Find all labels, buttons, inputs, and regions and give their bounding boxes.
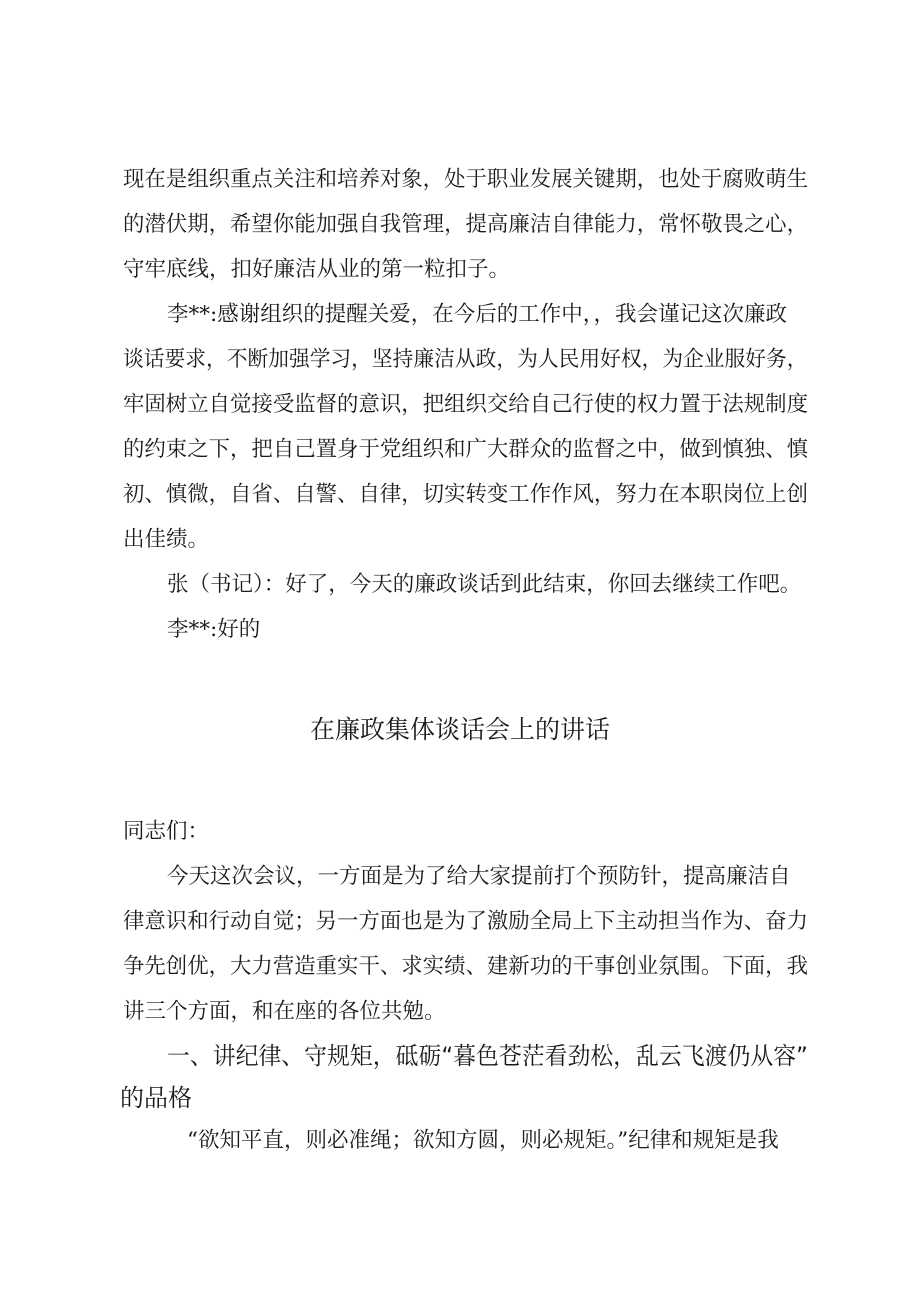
paragraph-line: 守牢底线，扣好廉洁从业的第一粒扣子。 xyxy=(123,257,511,282)
paragraph-line: 讲三个方面，和在座的各位共勉。 xyxy=(123,999,446,1024)
paragraph-line: 李**:好的 xyxy=(167,617,261,642)
paragraph-line: 张（书记）：好了，今天的廉政谈话到此结束，你回去继续工作吧。 xyxy=(167,572,802,597)
section-heading: 的品格 xyxy=(120,1084,192,1112)
paragraph-line: 初、慎微，自省、自警、自律，切实转变工作作风，努力在本职岗位上创 xyxy=(123,482,808,507)
paragraph-line: 今天这次会议，一方面是为了给大家提前打个预防针，提高廉洁自 xyxy=(167,864,791,889)
paragraph-line: 的约束之下，把自己置身于党组织和广大群众的监督之中，做到慎独、慎 xyxy=(123,437,808,462)
section-heading: 一、讲纪律、守规矩，砥砺“暮色苍茫看劲松，乱云飞渡仍从容” xyxy=(167,1042,808,1070)
salutation: 同志们： xyxy=(123,819,210,844)
paragraph-line: 牢固树立自觉接受监督的意识，把组织交给自己行使的权力置于法规制度 xyxy=(123,392,808,417)
paragraph-line: 争先创优，大力营造重实干、求实绩、建新功的干事创业氛围。下面，我 xyxy=(123,954,808,979)
paragraph-line: 的潜伏期，希望你能加强自我管理，提高廉洁自律能力，常怀敬畏之心， xyxy=(123,212,808,237)
speech-title: 在廉政集体谈话会上的讲话 xyxy=(309,715,610,744)
paragraph-line: 李**:感谢组织的提醒关爱，在今后的工作中，，我会谨记这次廉政 xyxy=(167,302,787,327)
paragraph-line: 律意识和行动自觉；另一方面也是为了激励全局上下主动担当作为、奋力 xyxy=(123,909,808,934)
paragraph-line: 出佳绩。 xyxy=(123,527,210,552)
paragraph-line: “欲知平直，则必准绳；欲知方圆，则必规矩。”纪律和规矩是我 xyxy=(187,1128,779,1153)
paragraph-line: 现在是组织重点关注和培养对象，处于职业发展关键期，也处于腐败萌生 xyxy=(123,167,808,192)
paragraph-line: 谈话要求，不断加强学习，坚持廉洁从政，为人民用好权，为企业服好务， xyxy=(123,347,808,372)
